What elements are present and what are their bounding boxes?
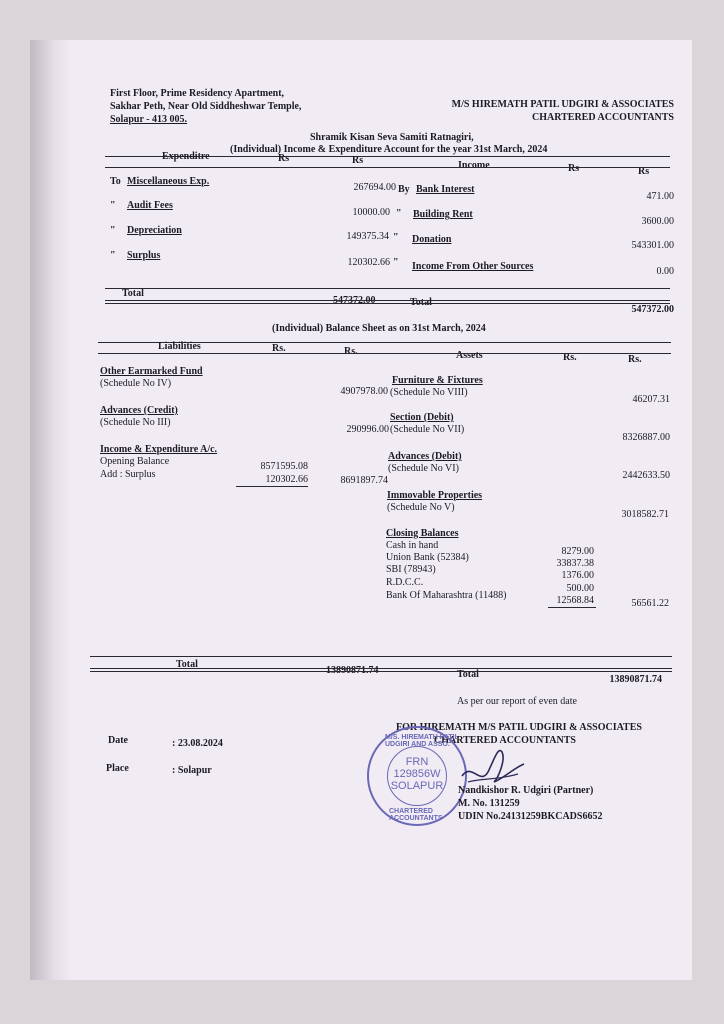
closing-item-amount: 8279.00 [561, 546, 594, 557]
ie-total-label-right: Total [410, 297, 432, 308]
bs-col-rs-2: Rs. [344, 346, 358, 357]
ie-row-amount: 267694.00 [353, 182, 396, 193]
liab-subtotal-rule [236, 486, 308, 487]
stamp-frn: FRN [405, 756, 429, 768]
stamp-ring-bottom: CHARTERED ACCOUNTANTS [389, 808, 443, 822]
closing-item-label: Union Bank (52384) [386, 552, 469, 563]
firm-seal-stamp [367, 726, 467, 826]
asset-furniture-title: Furniture & Fixtures [392, 375, 483, 386]
ie-title: (Individual) Income & Expenditure Account for the year 31st March, 2024 [230, 144, 548, 155]
footer-firm-name: FOR HIREMATH M/S PATIL UDGIRI & ASSOCIATES [396, 722, 642, 733]
ie-row-income-label: Bank Interest [416, 184, 475, 195]
liab-surplus-label: Add : Surplus [100, 469, 156, 480]
address-line-3: Solapur - 413 005. [110, 114, 188, 125]
ie-row-label: Depreciation [127, 225, 182, 236]
ie-row-income-label: Donation [412, 234, 452, 245]
asset-immovable-title: Immovable Properties [387, 490, 483, 501]
ie-row-income-label: Building Rent [413, 209, 473, 220]
ie-row-label: Audit Fees [127, 200, 173, 211]
ie-total-top-rule [105, 288, 670, 289]
ie-row-income-prefix: " [393, 232, 399, 243]
ie-row-prefix: " [110, 225, 116, 236]
address-line-2: Sakhar Peth, Near Old Siddheshwar Temple, [110, 101, 302, 112]
report-note: As per our report of even date [457, 696, 577, 707]
ie-total-amount: 547372.00 [333, 295, 376, 306]
liab-ie-title: Income & Expenditure A/c. [100, 444, 218, 455]
liab-surplus-amount: 120302.66 [265, 474, 308, 485]
stamp-ring-top: M/S. HIREMATH PATIL UDGIRI AND ASSO. [385, 734, 459, 748]
asset-furniture-amount: 46207.31 [632, 394, 670, 405]
ie-row-amount: 149375.34 [346, 231, 389, 242]
ie-row-income-amount: 543301.00 [631, 240, 674, 251]
ie-col-rs-3: Rs [568, 163, 580, 174]
liab-earmarked-amount: 4907978.00 [340, 386, 388, 397]
ie-total-bottom-rule [105, 300, 670, 304]
ie-row-label: Miscellaneous Exp. [127, 176, 210, 187]
place-value: : Solapur [172, 765, 212, 776]
asset-section-schedule: (Schedule No VII) [390, 424, 465, 435]
closing-item-amount: 500.00 [566, 583, 594, 594]
ie-row-income-amount: 0.00 [656, 266, 674, 277]
closing-item-amount: 12568.84 [556, 595, 594, 606]
membership-number: M. No. 131259 [458, 798, 520, 809]
asset-advances-schedule: (Schedule No VI) [388, 463, 459, 474]
firm-subtitle: CHARTERED ACCOUNTANTS [532, 112, 674, 123]
ie-row-income-amount: 3600.00 [641, 216, 674, 227]
bs-title: (Individual) Balance Sheet as on 31st March, 2024 [272, 323, 486, 334]
bs-col-assets: Assets [456, 350, 483, 361]
liab-ie-amount: 8691897.74 [340, 475, 388, 486]
bs-col-liabilities: Liabilities [158, 341, 201, 352]
ie-row-prefix: To [110, 176, 121, 187]
asset-closing-amount: 56561.22 [631, 598, 669, 609]
bs-total-amount: 13890871.74 [326, 665, 379, 676]
ie-col-rs-2: Rs [352, 155, 364, 166]
asset-immovable-schedule: (Schedule No V) [387, 502, 455, 513]
ie-header-bottom-rule [105, 167, 670, 168]
page-spine [30, 40, 70, 980]
date-label: Date [108, 735, 128, 746]
udin-number: UDIN No.24131259BKCADS6652 [458, 811, 603, 822]
bs-total-top-rule [90, 656, 672, 657]
liab-opening-amount: 8571595.08 [260, 461, 308, 472]
ie-col-income: Income [458, 160, 490, 171]
liab-advances-title: Advances (Credit) [100, 405, 178, 416]
ie-row-income-prefix: " [396, 208, 402, 219]
liab-advances-schedule: (Schedule No III) [100, 417, 171, 428]
place-label: Place [106, 763, 129, 774]
stamp-city: SOLAPUR [390, 780, 444, 792]
ie-row-income-prefix: " [393, 257, 399, 268]
closing-subtotal-rule [548, 607, 596, 608]
org-name: Shramik Kisan Seva Samiti Ratnagiri, [310, 132, 474, 143]
asset-furniture-schedule: (Schedule No VIII) [390, 387, 468, 398]
liab-earmarked-title: Other Earmarked Fund [100, 366, 203, 377]
bs-header-bottom-rule [98, 353, 671, 354]
bs-total-amount-right: 13890871.74 [609, 674, 662, 685]
asset-closing-title: Closing Balances [386, 528, 459, 539]
ie-row-amount: 120302.66 [347, 257, 390, 268]
closing-item-label: R.D.C.C. [386, 577, 424, 588]
footer-firm-subtitle: CHARTERED ACCOUNTANTS [434, 735, 576, 746]
firm-name: M/S HIREMATH PATIL UDGIRI & ASSOCIATES [451, 99, 674, 110]
bs-col-rs-4: Rs. [628, 354, 642, 365]
closing-item-amount: 33837.38 [556, 558, 594, 569]
closing-item-amount: 1376.00 [561, 570, 594, 581]
partner-name: Nandkishor R. Udgiri (Partner) [458, 785, 594, 796]
ie-row-income-prefix: By [398, 184, 410, 195]
ie-total-label: Total [122, 288, 144, 299]
asset-advances-title: Advances (Debit) [388, 451, 462, 462]
ie-row-income-label: Income From Other Sources [412, 261, 534, 272]
closing-item-label: Bank Of Maharashtra (11488) [386, 590, 507, 601]
stamp-frn-number: 129856W [393, 768, 441, 780]
ie-total-amount-right: 547372.00 [631, 304, 674, 315]
ie-row-prefix: " [110, 200, 116, 211]
liab-earmarked-schedule: (Schedule No IV) [100, 378, 172, 389]
bs-total-bottom-rule [90, 668, 672, 672]
asset-immovable-amount: 3018582.71 [621, 509, 669, 520]
asset-section-title: Section (Debit) [390, 412, 454, 423]
ie-col-expenditure: Expenditre [162, 151, 210, 162]
bs-total-label-right: Total [457, 669, 479, 680]
date-value: : 23.08.2024 [172, 738, 223, 749]
asset-section-amount: 8326887.00 [622, 432, 670, 443]
ie-col-rs-1: Rs [278, 153, 290, 164]
ie-row-prefix: " [110, 250, 116, 261]
ie-row-amount: 10000.00 [352, 207, 390, 218]
address-line-1: First Floor, Prime Residency Apartment, [110, 88, 285, 99]
bs-col-rs-1: Rs. [272, 343, 286, 354]
ie-row-label: Surplus [127, 250, 161, 261]
liab-advances-amount: 290996.00 [346, 424, 389, 435]
asset-advances-amount: 2442633.50 [622, 470, 670, 481]
ie-col-rs-4: Rs [638, 166, 650, 177]
ie-row-income-amount: 471.00 [646, 191, 674, 202]
bs-total-label: Total [176, 659, 198, 670]
liab-opening-label: Opening Balance [100, 456, 170, 467]
closing-item-label: Cash in hand [386, 540, 439, 551]
closing-item-label: SBI (78943) [386, 564, 436, 575]
bs-col-rs-3: Rs. [563, 352, 577, 363]
